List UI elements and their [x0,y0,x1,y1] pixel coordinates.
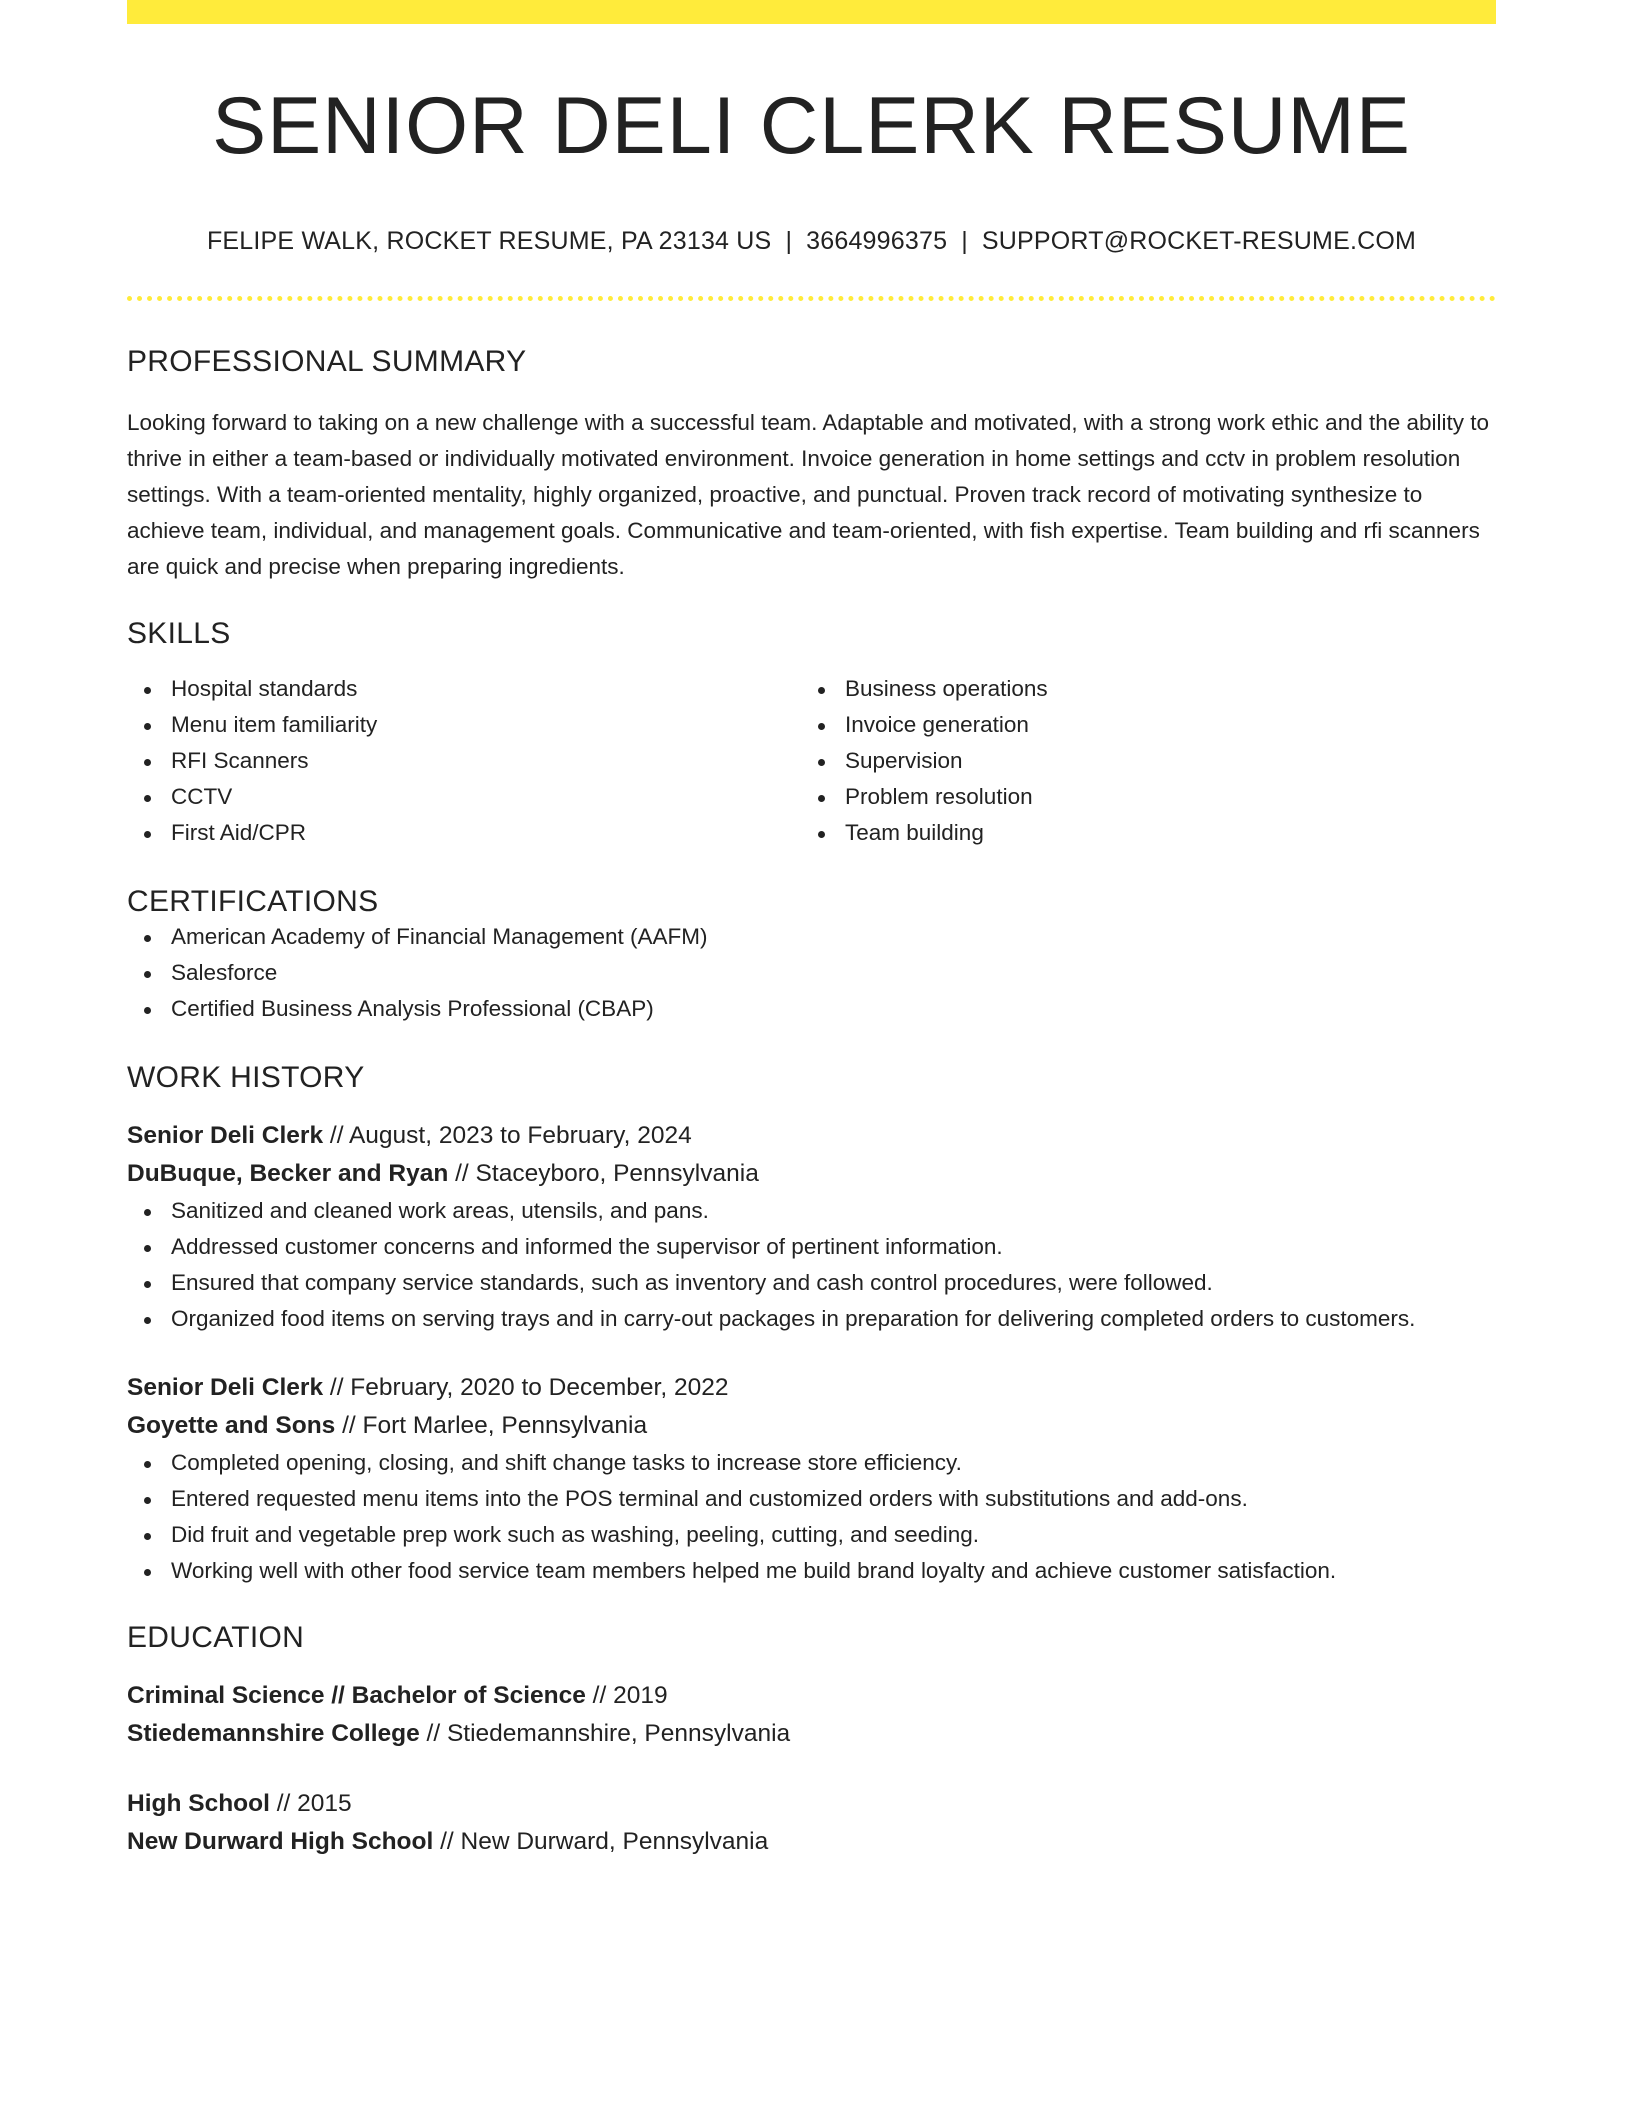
job-title-line [127,1369,1496,1407]
job-duty: Completed opening, closing, and shift change tasks to increase store efficiency. [127,1445,1496,1481]
skills-column-left [127,671,801,851]
certification-item: Salesforce [127,955,1496,991]
certification-item: Certified Business Analysis Professional (CBAP) [127,991,1496,1027]
job-duty: Organized food items on serving trays and in carry-out packages in preparation for delivering completed orders to customers. [127,1301,1496,1337]
education-school-line [127,1715,1496,1753]
job-entry [127,1369,1496,1589]
work-history-heading: WORK HISTORY [127,1061,365,1095]
job-duty: Sanitized and cleaned work areas, utensils, and pans. [127,1193,1496,1229]
skill-item: Business operations [801,671,1475,707]
job-title: Senior Deli Clerk [127,1122,324,1150]
education-year: // 2015 [269,1790,352,1818]
education-entry [127,1677,1496,1753]
summary-text: Looking forward to taking on a new challenge with a successful team. Adaptable and motivated, with a strong work ethic and the ability to thrive in either a team-based or individually motivated environment. Invoice generation in home settings and cctv in problem resolution settings. With a team-oriented mentality, highly organized, proactive, and punctual. Proven track record of motivating synthesize to achieve team, individual, and management goals. Communicative and team-oriented, with fish expertise. Team building and rfi scanners are quick and precise when preparing ingredients. [127,410,1490,580]
job-company-line [127,1155,1496,1193]
job-duty: Working well with other food service team members helped me build brand loyalty and achieve customer satisfaction. [127,1553,1496,1589]
skill-item: Team building [801,815,1475,851]
contact-phone: 3664996375 [806,227,948,256]
skills-column-right [801,671,1475,851]
education-degree-line [127,1677,1496,1715]
education-degree-line [127,1785,1496,1823]
skill-item: First Aid/CPR [127,815,801,851]
skill-item: RFI Scanners [127,743,801,779]
education-degree: Criminal Science // Bachelor of Science [127,1682,586,1710]
skill-item: Problem resolution [801,779,1475,815]
summary-heading: PROFESSIONAL SUMMARY [127,345,527,379]
education-school: Stiedemannshire College [127,1720,420,1748]
skills-columns [127,671,1496,851]
skills-list-right [801,671,1475,851]
contact-separator: | [961,227,968,256]
education-school-line [127,1823,1496,1861]
job-duties-list [127,1445,1496,1589]
job-duty: Ensured that company service standards, such as inventory and cash control procedures, were followed. [127,1265,1496,1301]
skill-item: CCTV [127,779,801,815]
job-duties-list [127,1193,1496,1337]
job-title: Senior Deli Clerk [127,1374,324,1402]
education-location: // Stiedemannshire, Pennsylvania [419,1720,791,1748]
skill-item: Hospital standards [127,671,801,707]
skills-heading: SKILLS [127,617,231,651]
job-title-line [127,1117,1496,1155]
contact-separator: | [785,227,793,256]
education-degree: High School [127,1790,270,1818]
contact-email: SUPPORT@ROCKET-RESUME.COM [981,227,1417,256]
certifications-heading: CERTIFICATIONS [127,885,379,919]
certifications-list [127,919,1496,1027]
skill-item: Invoice generation [801,707,1475,743]
education-year: // 2019 [585,1682,668,1710]
education-location: // New Durward, Pennsylvania [433,1828,769,1856]
job-duty: Addressed customer concerns and informed the supervisor of pertinent information. [127,1229,1496,1265]
job-entry [127,1117,1496,1337]
education-entry [127,1785,1496,1861]
skill-item: Supervision [801,743,1475,779]
job-duty: Entered requested menu items into the POS terminal and customized orders with substitutions and add-ons. [127,1481,1496,1517]
accent-top-bar [127,0,1496,24]
skills-list-left [127,671,801,851]
job-dates: // February, 2020 to December, 2022 [323,1374,729,1402]
education-heading: EDUCATION [127,1621,305,1655]
job-location: // Fort Marlee, Pennsylvania [335,1412,648,1440]
job-company: DuBuque, Becker and Ryan [127,1160,449,1188]
skill-item: Menu item familiarity [127,707,801,743]
dotted-divider [127,296,1496,301]
job-company-line [127,1407,1496,1445]
job-dates: // August, 2023 to February, 2024 [323,1122,692,1150]
job-location: // Staceyboro, Pennsylvania [448,1160,759,1188]
job-duty: Did fruit and vegetable prep work such as washing, peeling, cutting, and seeding. [127,1517,1496,1553]
education-school: New Durward High School [127,1828,434,1856]
contact-address: FELIPE WALK, ROCKET RESUME, PA 23134 US [206,227,772,256]
certification-item: American Academy of Financial Management (AAFM) [127,919,1496,955]
contact-line [127,227,1496,256]
resume-page [127,0,1496,1861]
resume-title: SENIOR DELI CLERK RESUME [212,81,1411,171]
job-company: Goyette and Sons [127,1412,336,1440]
